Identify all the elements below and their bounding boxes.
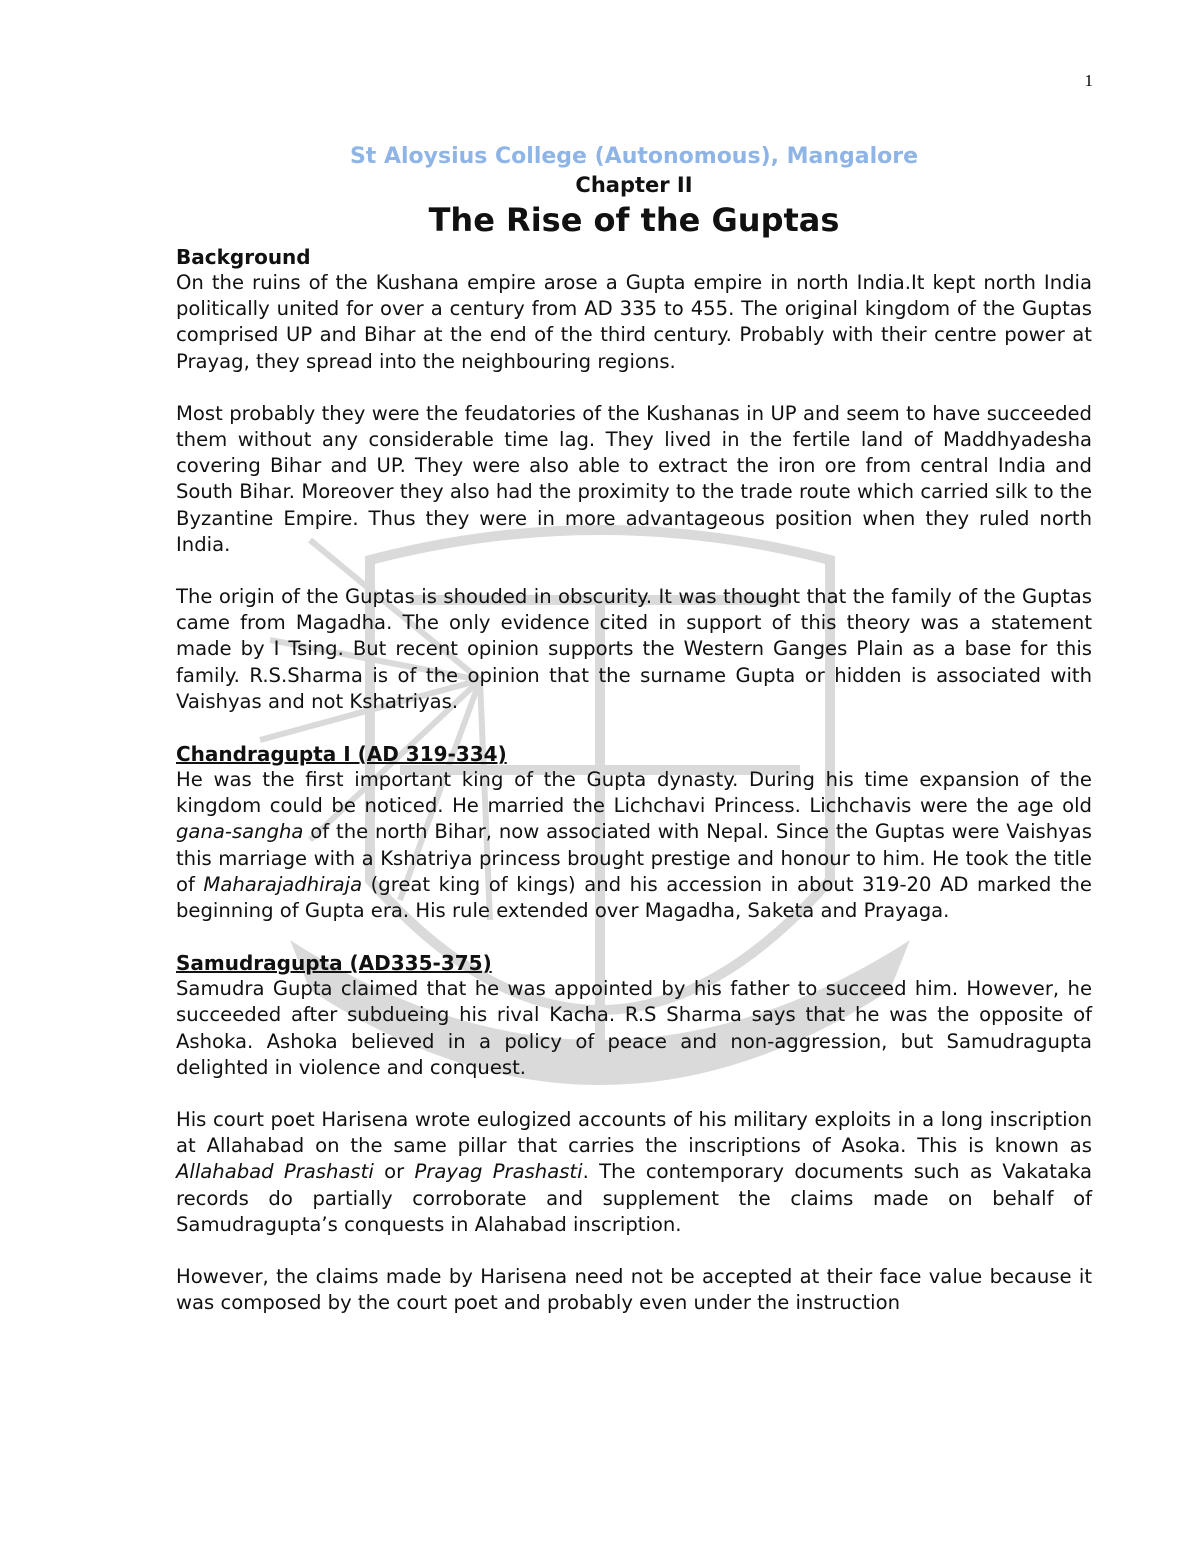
document-body [176,142,1092,1317]
text-run: . The contemporary documents such as Vakataka records do partially corroborate and supplement the claims made on behalf of Samudragupta’s conquests in Alahabad inscription. [176,1160,1092,1236]
samudragupta-heading: Samudragupta (AD335-375) [176,951,492,976]
italic-term: Prayag Prashasti [414,1160,583,1184]
text-run: (great king of kings) and his accession in about 319-20 AD marked the beginning of Gupta era. His rule extended over Magadha, Saketa and Prayaga. [176,872,1092,923]
text-run: His court poet Harisena wrote eulogized accounts of his military exploits in a long inscription at Allahabad on the same pillar that carries the inscriptions of Asoka. This is known as [176,1108,1092,1158]
text-run: He was the first important king of the Gupta dynasty. During his time expansion of the kingdom could be noticed. He married the Lichchavi Princess. Lichchavis were the age old [176,768,1092,818]
samudragupta-paragraph-1: Samudra Gupta claimed that he was appointed by his father to succeed him. However, he succeeded after subdueing his rival Kacha. R.S Sharma says that he was the opposite of Ashoka. Ashoka believed in a policy of peace and non-aggression, but Samudragupta delighted in violence and conquest. [176,977,1092,1079]
chapter-title: The Rise of the Guptas [428,201,840,239]
chapter-label: Chapter II [575,173,693,197]
background-paragraph-3: The origin of the Guptas is shouded in obscurity. It was thought that the family of the Guptas came from Magadha. The only evidence cited in support of this theory was a statement made by I Tsing. But recent opinion supports the Western Ganges Plain as a base for this family. R.S.Sharma is of the opinion that the surname Gupta or hidden is associated with Vaishyas and not Kshatriyas. [176,585,1092,713]
italic-term: Maharajadhiraja [203,872,363,896]
italic-term: gana-sangha [176,820,304,844]
samudragupta-paragraph-3: However, the claims made by Harisena need not be accepted at their face value because it was composed by the court poet and probably even under the instruction [176,1265,1092,1315]
institution-name: St Aloysius College (Autonomous), Mangalore [349,144,919,169]
text-run: of the north Bihar, now associated with Nepal. Since the Guptas were Vaishyas this marriage with a Kshatriya princess brought prestige and honour to him. He took the title of [176,820,1092,896]
background-paragraph-2: Most probably they were the feudatories of the Kushanas in UP and seem to have succeeded them without any considerable time lag. They lived in the fertile land of Maddhyadesha covering Bihar and UP. They were also able to extract the iron ore from central India and South Bihar. Moreover they also had the proximity to the trade route which carried silk to the Byzantine Empire. Thus they were in more advantageous position when they ruled north India. [176,401,1092,556]
background-paragraph-1: On the ruins of the Kushana empire arose a Gupta empire in north India.It kept north India politically united for over a century from AD 335 to 455. The original kingdom of the Guptas comprised UP and Bihar at the end of the third century. Probably with their centre power at Prayag, they spread into the neighbouring regions. [176,271,1092,373]
chandragupta-heading: Chandragupta I (AD 319-334) [176,742,507,767]
text-run: or [373,1160,415,1184]
background-heading: Background [176,245,311,269]
page-number: 1 [1084,71,1093,90]
chandragupta-paragraph-1 [176,767,1092,924]
italic-term: Allahabad Prashasti [176,1160,374,1184]
samudragupta-paragraph-2 [176,1107,1092,1238]
